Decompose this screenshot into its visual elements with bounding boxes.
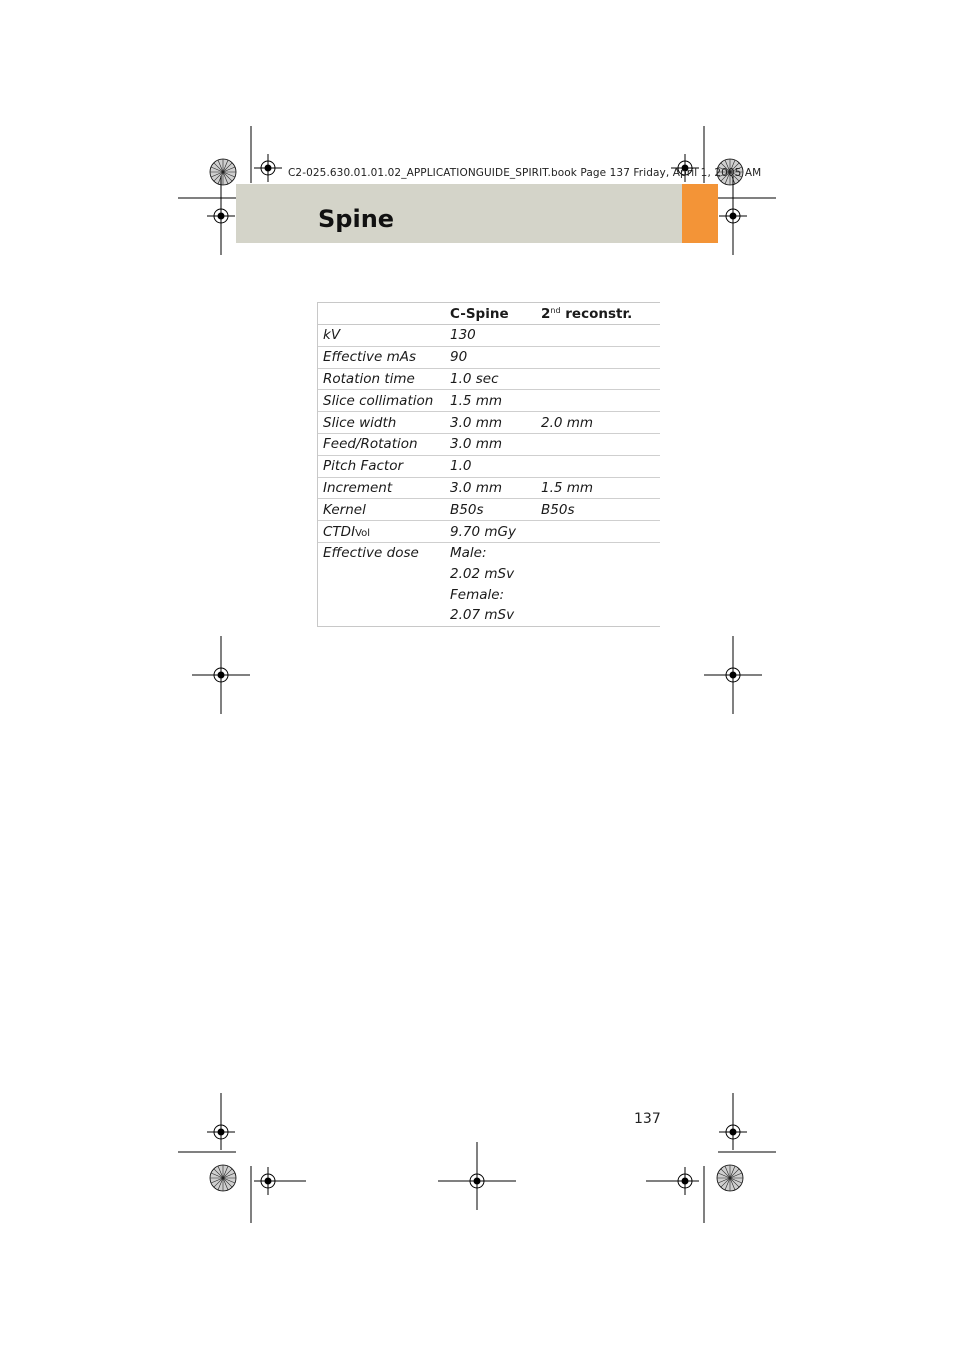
param-cell: Slice width <box>318 412 445 434</box>
recon-cell: 1.5 mm <box>536 477 660 499</box>
param-cell: Pitch Factor <box>318 455 445 477</box>
table-row <box>318 412 660 434</box>
param-cell: Rotation time <box>318 368 445 390</box>
header-cspine: C-Spine <box>445 303 536 325</box>
dose-line: Female: <box>450 586 505 603</box>
param-cell: Effective mAs <box>318 346 445 368</box>
table-row <box>318 325 660 347</box>
table-row <box>318 499 660 521</box>
dose-line: Male: <box>450 544 487 561</box>
header-recon: 2nd reconstr. <box>536 303 660 325</box>
dose-line: 2.07 mSv <box>450 607 515 624</box>
section-tab <box>682 184 718 243</box>
recon-cell <box>536 521 660 543</box>
table-row <box>318 368 660 390</box>
cspine-cell: 3.0 mm <box>445 412 536 434</box>
recon-cell <box>536 346 660 368</box>
page-number: 137 <box>634 1111 661 1127</box>
recon-cell: B50s <box>536 499 660 521</box>
cspine-cell: 1.0 <box>445 455 536 477</box>
page-title: Spine <box>318 205 395 233</box>
protocol-table <box>317 302 660 627</box>
recon-cell <box>536 455 660 477</box>
param-cell: Slice collimation <box>318 390 445 412</box>
print-header: C2-025.630.01.01.02_APPLICATIONGUIDE_SPIRIT.book Page 137 Friday, April 1, 2005 AM <box>288 167 762 179</box>
registration-star-icon <box>210 159 236 185</box>
recon-cell <box>536 433 660 455</box>
table-row <box>318 433 660 455</box>
table-row <box>318 390 660 412</box>
cspine-cell: 90 <box>445 346 536 368</box>
table-row <box>318 542 660 626</box>
param-cell: Increment <box>318 477 445 499</box>
registration-star-icon <box>717 1165 743 1191</box>
cspine-cell: 9.70 mGy <box>445 521 536 543</box>
cspine-cell: 3.0 mm <box>445 433 536 455</box>
param-cell: Feed/Rotation <box>318 433 445 455</box>
table-row <box>318 477 660 499</box>
table-row <box>318 346 660 368</box>
param-cell: CTDIVol <box>318 521 445 543</box>
dose-line: 2.02 mSv <box>450 565 515 582</box>
header-param <box>318 303 445 325</box>
cspine-cell: 1.0 sec <box>445 368 536 390</box>
table-row <box>318 455 660 477</box>
cspine-cell: 3.0 mm <box>445 477 536 499</box>
registration-star-icon <box>210 1165 236 1191</box>
table-header-row <box>318 303 660 325</box>
dose-values-cell <box>445 542 536 626</box>
param-cell: Kernel <box>318 499 445 521</box>
recon-cell <box>536 542 660 626</box>
registration-target-icon <box>254 154 282 182</box>
title-band <box>236 184 682 243</box>
cspine-cell: 1.5 mm <box>445 390 536 412</box>
recon-cell <box>536 368 660 390</box>
cspine-cell: B50s <box>445 499 536 521</box>
param-cell: kV <box>318 325 445 347</box>
recon-cell <box>536 325 660 347</box>
table-row <box>318 521 660 543</box>
cspine-cell: 130 <box>445 325 536 347</box>
recon-cell: 2.0 mm <box>536 412 660 434</box>
recon-cell <box>536 390 660 412</box>
param-cell: Effective dose <box>318 542 445 626</box>
